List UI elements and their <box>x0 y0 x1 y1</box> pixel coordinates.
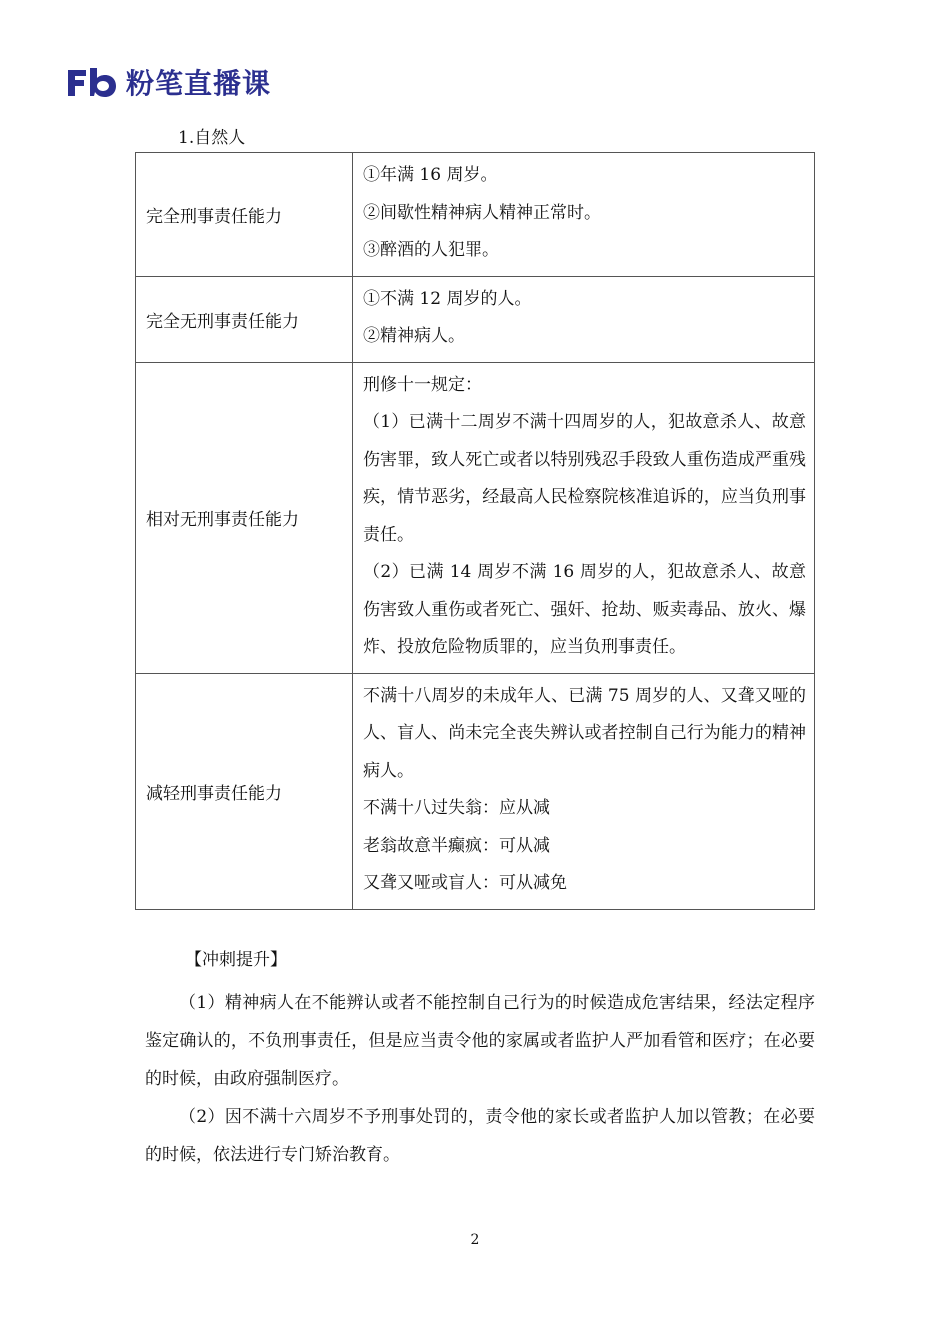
row-label: 完全无刑事责任能力 <box>136 276 353 362</box>
table-row <box>136 362 815 673</box>
row-content <box>353 276 815 362</box>
content-line: ②间歇性精神病人精神正常时。 <box>363 202 601 223</box>
content-line: ③醉酒的人犯罪。 <box>363 240 499 260</box>
row-label: 相对无刑事责任能力 <box>136 362 353 673</box>
sprint-paragraph: （1）精神病人在不能辨认或者不能控制自己行为的时候造成危害结果，经法定程序鉴定确认的，不负刑事责任，但是应当责令他的家属或者监护人严加看管和医疗；在必要的时候，由政府强制医疗。 <box>145 993 815 1089</box>
content-paragraph: （2）已满 14 周岁不满 16 周岁的人，犯故意杀人、故意伤害致人重伤或者死亡、强奸、抢劫、贩卖毒品、放火、爆炸、投放危险物质罪的，应当负刑事责任。 <box>363 562 806 657</box>
content-line: 又聋又哑或盲人：可从减免 <box>363 873 567 893</box>
content-line: ①不满 12 周岁的人。 <box>363 288 532 309</box>
sprint-body <box>145 984 815 1174</box>
section-title: 1.自然人 <box>178 128 246 148</box>
content-line: ①年满 16 周岁。 <box>363 165 498 185</box>
table-row <box>136 673 815 909</box>
content-paragraph: 不满十八周岁的未成年人、已满 75 周岁的人、又聋又哑的人、盲人、尚未完全丧失辨认或者控制自己行为能力的精神病人。 <box>363 685 806 781</box>
row-content <box>353 362 815 673</box>
sprint-title: 【冲刺提升】 <box>185 950 287 970</box>
content-line: 刑修十一规定： <box>363 374 482 395</box>
row-content <box>353 673 815 909</box>
logo-text: 粉笔直播课 <box>126 67 272 100</box>
content-line: 不满十八过失翁：应从减 <box>363 798 550 818</box>
brand-logo <box>66 62 271 102</box>
content-paragraph: （1）已满十二周岁不满十四周岁的人，犯故意杀人、故意伤害罪，致人死亡或者以特别残忍手段致人重伤造成严重残疾，情节恶劣，经最高人民检察院核准追诉的，应当负刑事责任。 <box>363 412 806 545</box>
table-row <box>136 153 815 277</box>
sprint-paragraph: （2）因不满十六周岁不予刑事处罚的，责令他的家长或者监护人加以管教；在必要的时候，依法进行专门矫治教育。 <box>145 1107 815 1165</box>
row-content <box>353 153 815 277</box>
fb-logo-icon <box>66 66 118 98</box>
row-label: 减轻刑事责任能力 <box>136 673 353 909</box>
table-row <box>136 276 815 362</box>
content-line: 老翁故意半癫疯：可从减 <box>363 835 550 856</box>
page-number: 2 <box>470 1232 480 1248</box>
criminal-responsibility-table <box>135 152 815 910</box>
content-line: ②精神病人。 <box>363 326 465 346</box>
row-label: 完全刑事责任能力 <box>136 153 353 277</box>
